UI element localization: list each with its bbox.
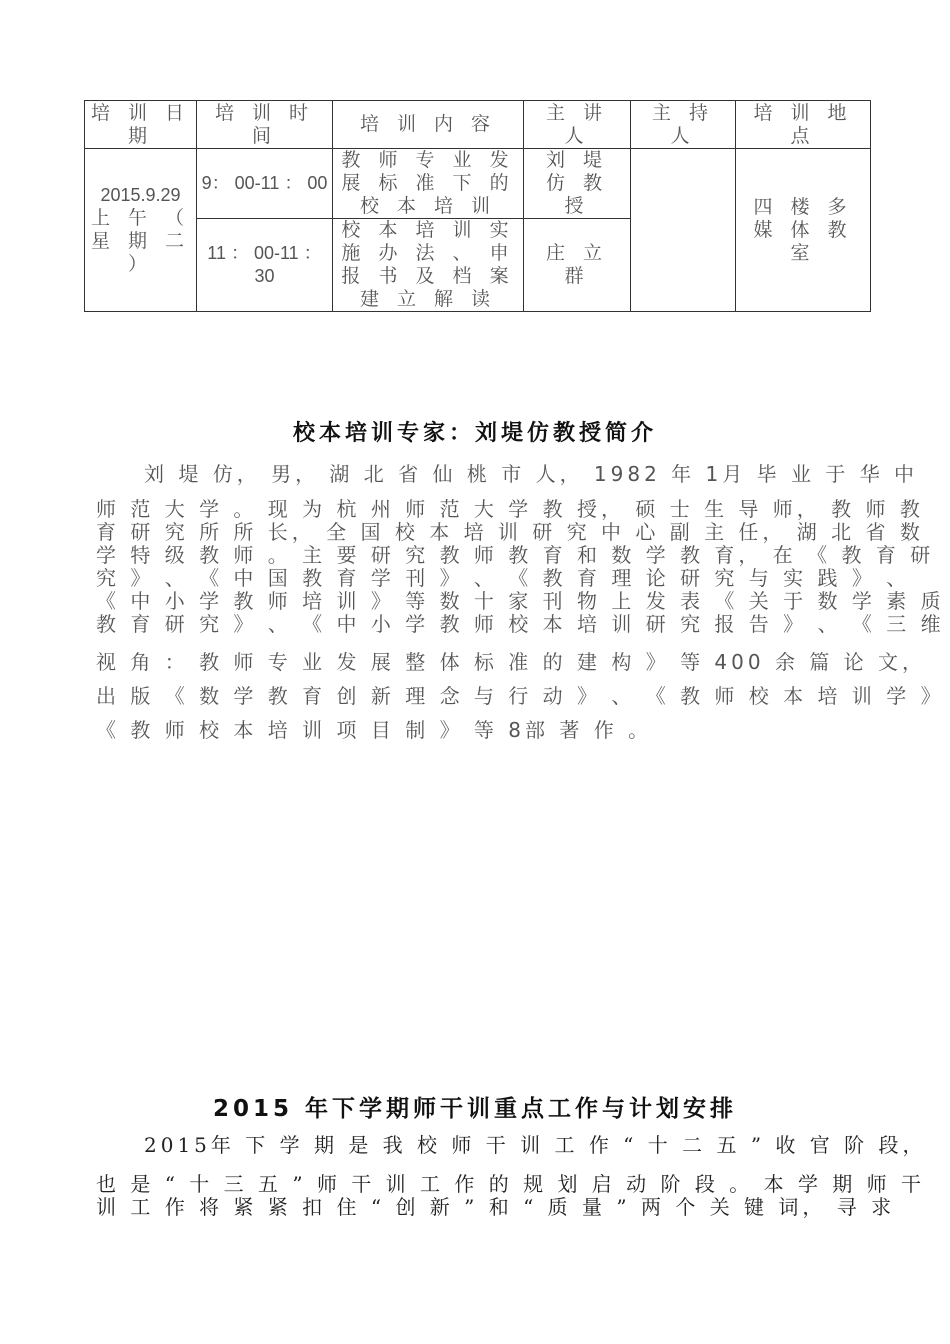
paragraph-line: 刘 堤 仿， 男， 湖 北 省 仙 桃 市 人， 1982 年 1月 毕 业 于 华 中 <box>96 462 919 486</box>
header-location: 培 训 地 点 <box>736 101 871 149</box>
paragraph-line: 视 角 ： 教 师 专 业 发 展 整 体 标 准 的 建 构 》 等 400 余 篇 论 文， <box>96 650 927 674</box>
paragraph-line: 《 中 小 学 教 师 培 训 》 等 数 十 家 刊 物 上 发 表 《 关 于 数 学 素 质 <box>96 589 945 613</box>
work-plan-paragraph <box>96 1133 927 1219</box>
paragraph-line: 学 特 级 教 师 。 主 要 研 究 教 师 教 育 和 数 学 教 育， 在 《 教 育 研 <box>96 543 935 567</box>
section-title-work-plan: 2015 年下学期师干训重点工作与计划安排 <box>212 1096 738 1122</box>
training-schedule-table <box>84 100 871 312</box>
paragraph-line: 育 研 究 所 所 长， 全 国 校 本 培 训 研 究 中 心 副 主 任， 湖 北 省 数 <box>96 520 924 544</box>
header-speaker: 主 讲 人 <box>524 101 631 149</box>
date-note: 上 午 （ 星 期 二 ） <box>90 207 191 275</box>
time-cell: 9： 00-11 ： 00 <box>197 149 333 219</box>
speaker-cell: 刘 堤 仿 教 授 <box>524 149 631 219</box>
paragraph-line: 也 是 “ 十 三 五 ” 师 干 训 工 作 的 规 划 启 动 阶 段 。 本 学 期 师 干 <box>96 1172 926 1196</box>
header-content: 培 训 内 容 <box>333 101 524 149</box>
host-cell <box>631 149 736 312</box>
header-date: 培 训 日 期 <box>85 101 197 149</box>
location-cell: 四 楼 多 媒 体 教 室 <box>736 149 871 312</box>
paragraph-line: 究 》 、 《 中 国 教 育 学 刊 》 、 《 教 育 理 论 研 究 与 实 践 》 、 <box>96 566 911 590</box>
paragraph-line: 教 育 研 究 》 、 《 中 小 学 教 师 校 本 培 训 研 究 报 告 》 、 《 三 维 <box>96 612 945 636</box>
time-cell: 11 ： 00-11 ： 30 <box>197 219 333 312</box>
header-time: 培 训 时 间 <box>197 101 333 149</box>
expert-intro-paragraph <box>96 462 945 747</box>
date-value: 2015.9.29 <box>100 185 181 205</box>
date-cell <box>85 149 197 312</box>
paragraph-line: 出 版 《 数 学 教 育 创 新 理 念 与 行 动 》 、 《 教 师 校 本 培 训 学 》 <box>96 684 945 708</box>
paragraph-line: 师 范 大 学 。 现 为 杭 州 师 范 大 学 教 授， 硕 士 生 导 师， 教 师 教 <box>96 497 924 521</box>
section-title-expert-intro: 校本培训专家：刘堤仿教授简介 <box>292 421 657 446</box>
table-header-row <box>85 101 871 149</box>
paragraph-line: 训 工 作 将 紧 紧 扣 住 “ 创 新 ” 和 “ 质 量 ” 两 个 关 键 词， 寻 求 <box>96 1195 896 1219</box>
paragraph-line: 《 教 师 校 本 培 训 项 目 制 》 等 8部 著 作 。 <box>96 718 653 742</box>
speaker-cell: 庄 立 群 <box>524 219 631 312</box>
content-cell: 校 本 培 训 实 施 办 法 、 申 报 书 及 档 案 建 立 解 读 <box>333 219 524 312</box>
header-host: 主 持 人 <box>631 101 736 149</box>
table-row <box>85 149 871 219</box>
content-cell: 教 师 专 业 发 展 标 准 下 的 校 本 培 训 <box>333 149 524 219</box>
paragraph-line: 2015年 下 学 期 是 我 校 师 干 训 工 作 “ 十 二 五 ” 收 官 阶 段， <box>96 1133 927 1157</box>
